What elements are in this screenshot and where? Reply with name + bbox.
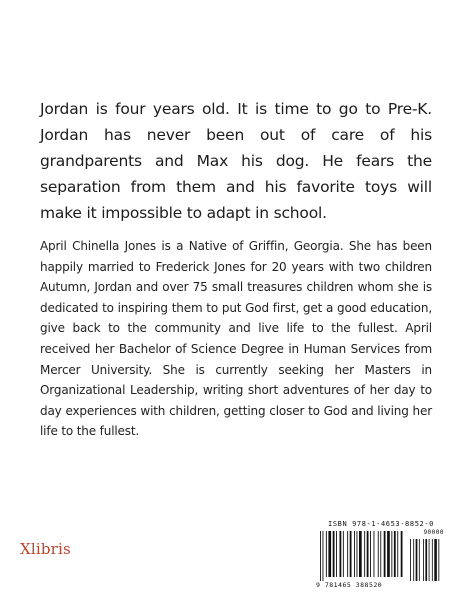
price-code: 90000 — [423, 529, 444, 536]
barcode-bars — [316, 531, 446, 581]
author-bio: April Chinella Jones is a Native of Griffin, Georgia. She has been happily married to Frederick Jones for 20 years with two children Autumn, Jordan and over 75 small treasures children whom she is dedicated to inspiring them to put God first, get a good education, give back to the community and live life to the fullest. April received her Bachelor of Science Degree in Human Services from Mercer University. She is currently seeking her Masters in Organizational Leadership, writing short adventures of her day to day experiences with children, getting closer to God and living her life to the fullest. — [40, 239, 432, 439]
ean-digits: 9 781465 388520 — [316, 581, 383, 589]
book-synopsis: Jordan is four years old. It is time to go to Pre-K. Jordan has never been out of care of his grandparents and Max his dog. He fears the separation from them and his favorite toys will make it impossible to adapt in school. — [40, 100, 432, 222]
publisher-logo: Xlibris — [20, 540, 71, 558]
isbn-barcode — [316, 520, 446, 592]
isbn-label: ISBN 978-1-4653-8852-0 — [328, 520, 434, 528]
